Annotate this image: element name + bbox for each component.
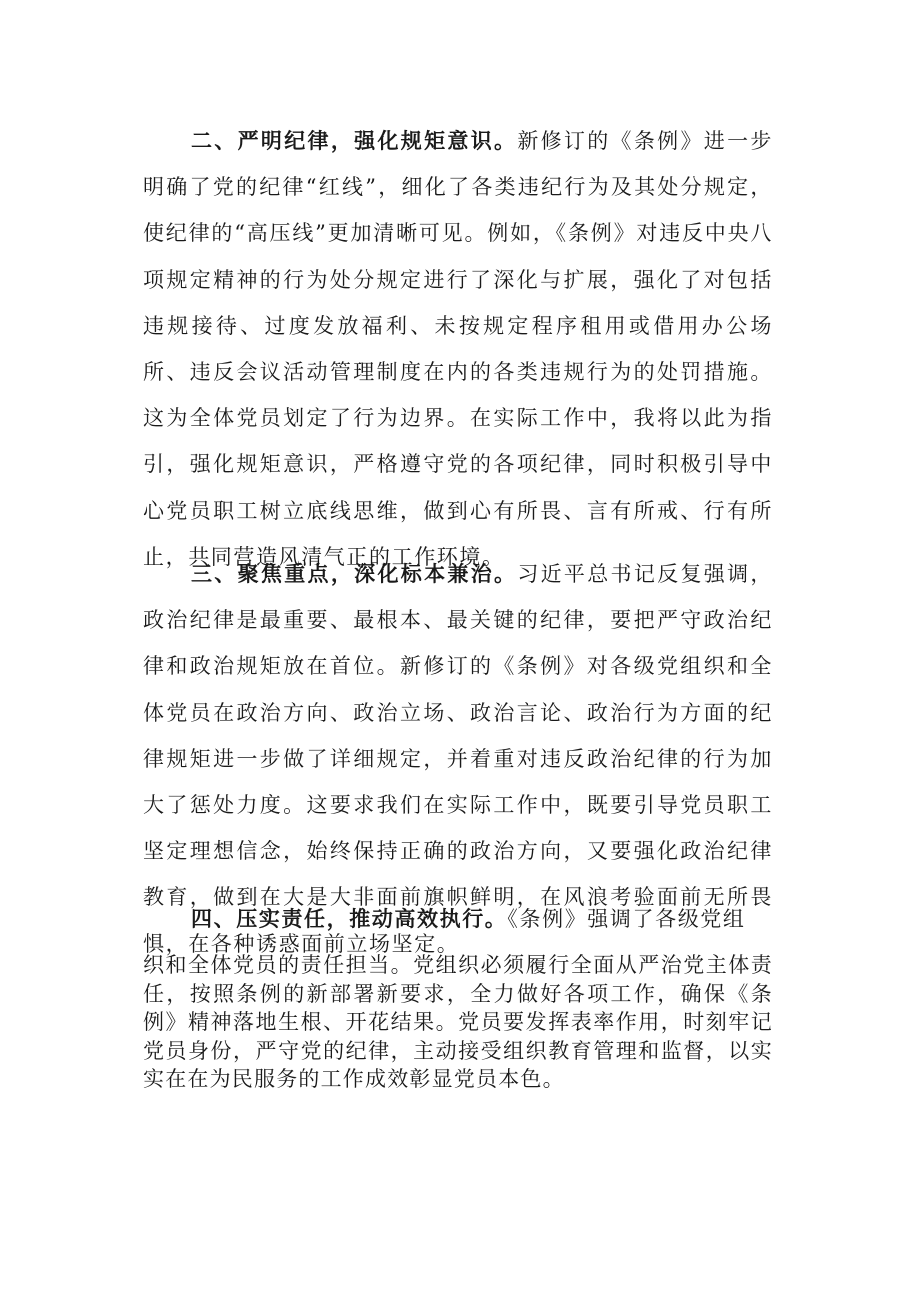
paragraph-responsibility-first-line (143, 896, 773, 942)
paragraph-heading: 四、压实责任，推动高效执行。 (191, 907, 508, 931)
paragraph-heading: 二、严明纪律，强化规矩意识。 (191, 129, 518, 153)
paragraph-body: 习近平总书记反复强调，政治纪律是最重要、最根本、最关键的纪律，要把严守政治纪律和政治规矩放在首位。新修订的《条例》对各级党组织和全体党员在政治方向、政治立场、政治言论、政治行为方面的纪律规矩进一步做了详细规定，并着重对违反政治纪律的行为加大了惩处力度。这要求我们在实际工作中，既要引导党员职工坚定理想信念，始终保持正确的政治方向，又要强化政治纪律教育，做到在大是大非面前旗帜鲜明，在风浪考验面前无所畏惧，在各种诱惑面前立场坚定。 (143, 562, 773, 956)
paragraph-responsibility-body: 织和全体党员的责任担当。党组织必须履行全面从严治党主体责任，按照条例的新部署新要求，全力做好各项工作，确保《条例》精神落地生根、开花结果。党员要发挥表率作用，时刻牢记党员身份，严守党的纪律，主动接受组织教育管理和监督，以实实在在为民服务的工作成效彰显党员本色。 (143, 953, 773, 1091)
paragraph-discipline (143, 118, 773, 580)
paragraph-body: 新修订的《条例》进一步明确了党的纪律“红线”，细化了各类违纪行为及其处分规定，使纪律的“高压线”更加清晰可见。例如，《条例》对违反中央八项规定精神的行为处分规定进行了深化与扩展，强化了对包括违规接待、过度发放福利、未按规定程序租用或借用办公场所、违反会议活动管理制度在内的各类违规行为的处罚措施。这为全体党员划定了行为边界。在实际工作中，我将以此为指引，强化规矩意识，严格遵守党的各项纪律，同时积极引导中心党员职工树立底线思维，做到心有所畏、言有所戒、行有所止，共同营造风清气正的工作环境。 (143, 129, 773, 569)
paragraph-body: 《条例》强调了各级党组 (507, 907, 746, 931)
paragraph-heading: 三、聚焦重点，深化标本兼治。 (191, 562, 518, 586)
